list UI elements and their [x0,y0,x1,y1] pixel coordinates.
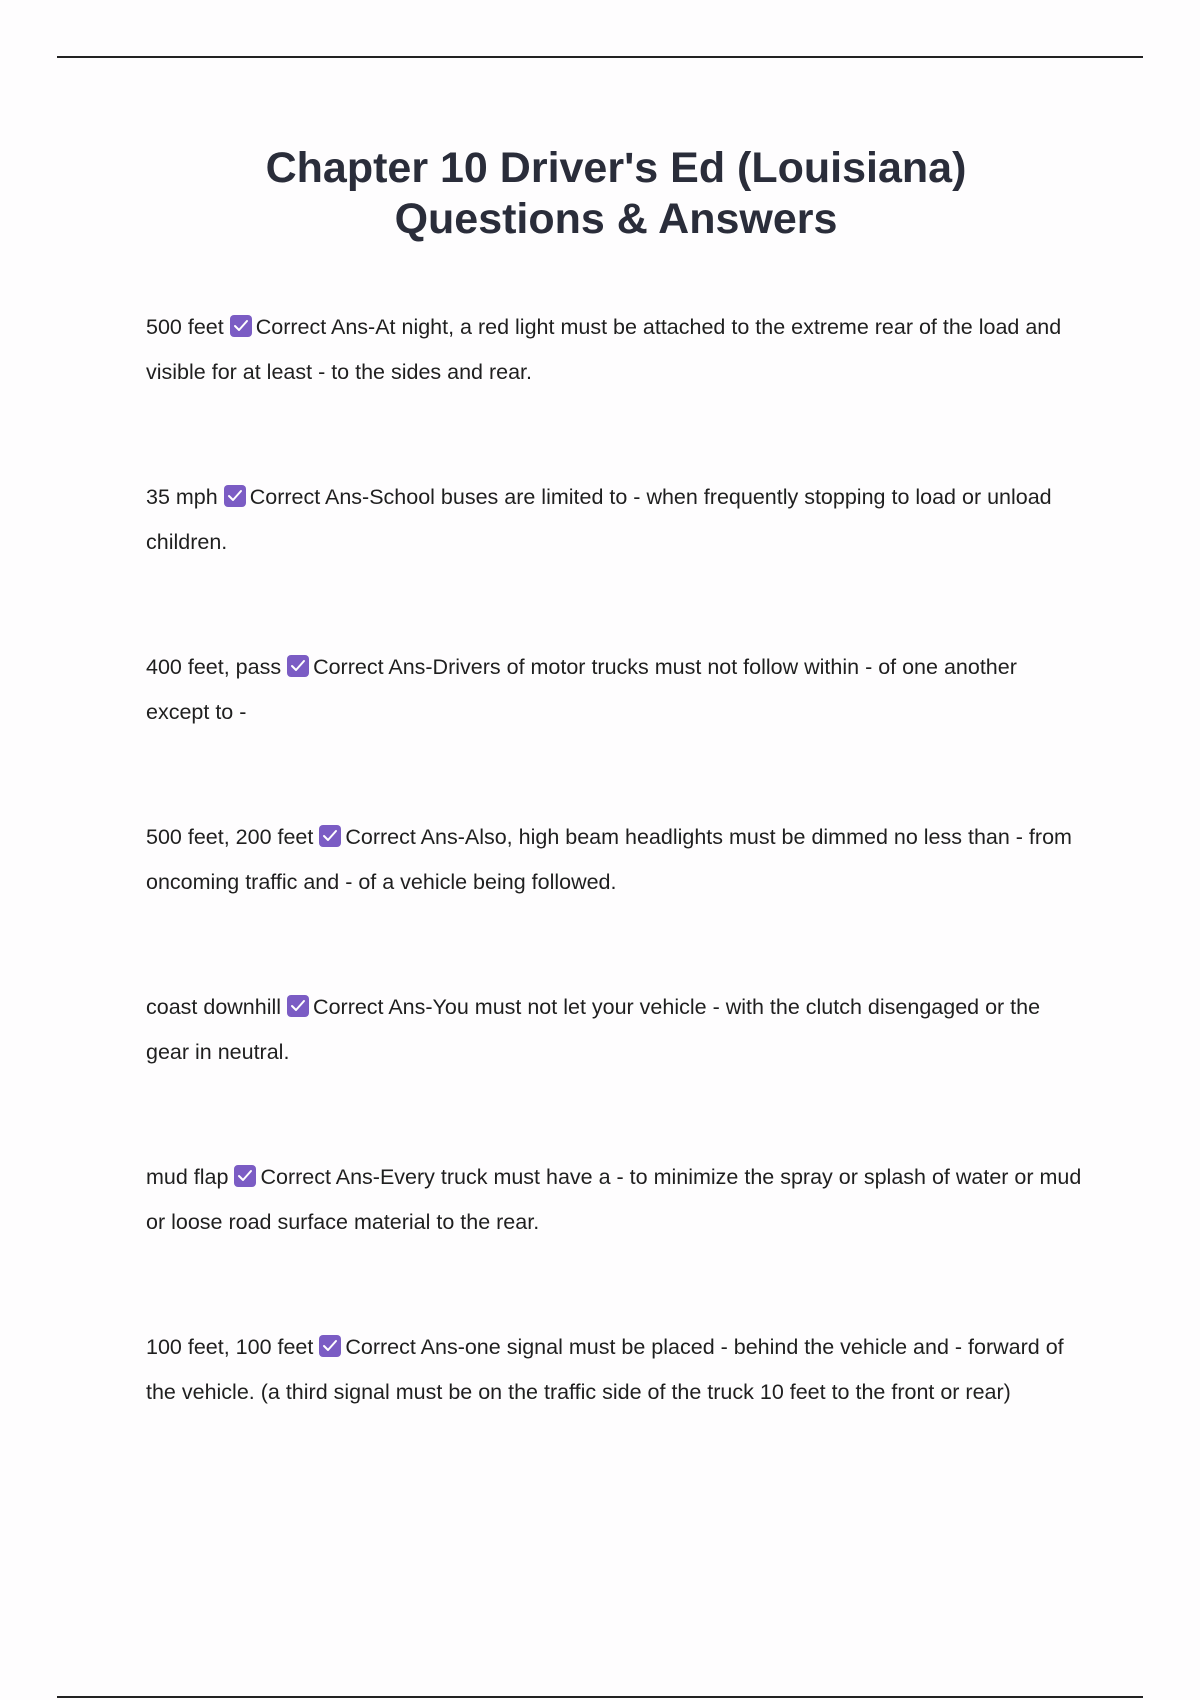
qa-item-3 [146,645,1086,815]
qa-item-4 [146,815,1086,985]
qa-item-2 [146,475,1086,645]
qa-answer: 100 feet, 100 feet [146,1335,314,1359]
qa-question: Correct Ans-one signal must be placed - behind the vehicle and - forward of the vehicle. (a third signal must be on the traffic side of the truck 10 feet to the front or rear) [146,1335,1064,1404]
qa-question: Correct Ans-Every truck must have a - to minimize the spray or splash of water or mud or loose road surface material to the rear. [146,1165,1082,1234]
page-title [100,143,1132,245]
qa-list [146,305,1086,1495]
check-icon [234,1165,256,1187]
bottom-divider [57,1696,1143,1698]
qa-question: Correct Ans-Also, high beam headlights must be dimmed no less than - from oncoming traffic and - of a vehicle being followed. [146,825,1072,894]
title-line-2: Questions & Answers [394,195,838,243]
check-icon [319,825,341,847]
qa-answer: 500 feet, 200 feet [146,825,314,849]
qa-answer: 500 feet [146,315,224,339]
qa-answer: 35 mph [146,485,218,509]
qa-question: Correct Ans-Drivers of motor trucks must not follow within - of one another except to - [146,655,1017,724]
qa-answer: mud flap [146,1165,229,1189]
qa-answer: coast downhill [146,995,282,1019]
check-icon [230,315,252,337]
qa-item-7 [146,1325,1086,1495]
qa-question: Correct Ans-At night, a red light must be attached to the extreme rear of the load and visible for at least - to the sides and rear. [146,315,1062,384]
qa-answer: 400 feet, pass [146,655,282,679]
top-divider [57,56,1143,58]
qa-item-6 [146,1155,1086,1325]
check-icon [287,995,309,1017]
check-icon [287,655,309,677]
title-line-1: Chapter 10 Driver's Ed (Louisiana) [265,144,967,192]
qa-question: Correct Ans-School buses are limited to - when frequently stopping to load or unload children. [146,485,1052,554]
qa-item-5 [146,985,1086,1155]
check-icon [319,1335,341,1357]
qa-question: Correct Ans-You must not let your vehicle - with the clutch disengaged or the gear in neutral. [146,995,1041,1064]
check-icon [224,485,246,507]
qa-item-1 [146,305,1086,475]
